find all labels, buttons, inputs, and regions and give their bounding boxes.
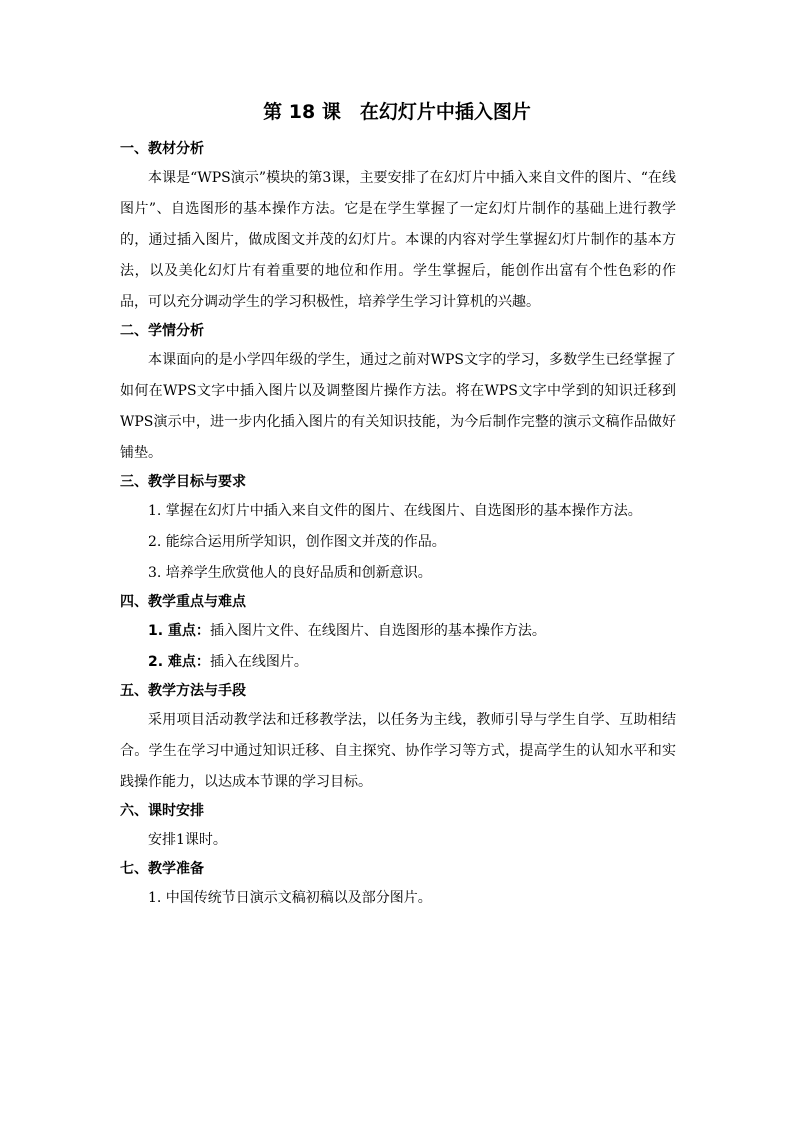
section-heading: 一、教材分析: [120, 141, 204, 157]
section-student-analysis: [120, 320, 676, 469]
list-item: 1. 中国传统节日演示文稿初稿以及部分图片。: [148, 890, 432, 906]
page-title: 第 18 课 在幻灯片中插入图片: [263, 101, 531, 123]
paragraph: 本课是“WPS演示”模块的第3课，主要安排了在幻灯片中插入来自文件的图片、“在线图片”、自选图形的基本操作方法。它是在学生掌握了一定幻灯片制作的基础上进行教学的，通过插入图片，做成图文并茂的幻灯片。本课的内容对学生掌握幻灯片制作的基本方法，以及美化幻灯片有着重要的地位和作用。学生掌握后，能创作出富有个性色彩的作品，可以充分调动学生的学习积极性，培养学生学习计算机的兴趣。: [120, 170, 676, 310]
section-teaching-goals: [120, 471, 676, 589]
list-item: 1. 掌握在幻灯片中插入来自文件的图片、在线图片、自选图形的基本操作方法。: [148, 503, 642, 519]
item-lead: 1. 重点：: [148, 623, 210, 639]
item-text: 插入在线图片。: [209, 654, 308, 670]
paragraph: 采用项目活动教学法和迁移教学法，以任务为主线，教师引导与学生自学、互助相结合。学生在学习中通过知识迁移、自主探究、协作学习等方式，提高学生的认知水平和实践操作能力，以达成本节课的学习目标。: [120, 712, 676, 790]
section-key-points: [120, 591, 676, 678]
paragraph: 安排1课时。: [148, 832, 227, 848]
list-item: [120, 616, 676, 647]
section-heading: 五、教学方法与手段: [120, 683, 246, 699]
section-heading: 三、教学目标与要求: [120, 474, 246, 490]
document-body: [120, 138, 676, 914]
list-item: [120, 647, 676, 678]
section-textbook-analysis: [120, 138, 676, 318]
section-heading: 七、教学准备: [120, 861, 204, 877]
item-text: 插入图片文件、在线图片、自选图形的基本操作方法。: [209, 623, 546, 639]
section-teaching-methods: [120, 680, 676, 798]
list-item: 2. 能综合运用所学知识，创作图文并茂的作品。: [148, 534, 446, 550]
item-lead: 2. 难点：: [148, 654, 210, 670]
list-item: 3. 培养学生欣赏他人的良好品质和创新意识。: [148, 565, 432, 581]
section-class-hours: [120, 800, 676, 856]
paragraph: 本课面向的是小学四年级的学生，通过之前对WPS文字的学习，多数学生已经掌握了如何在WPS文字中插入图片以及调整图片操作方法。将在WPS文字中学到的知识迁移到WPS演示中，进一步内化插入图片的有关知识技能，为今后制作完整的演示文稿作品做好铺垫。: [120, 352, 676, 461]
section-heading: 六、课时安排: [120, 803, 204, 819]
section-heading: 二、学情分析: [120, 323, 204, 339]
section-heading: 四、教学重点与难点: [120, 594, 246, 610]
section-preparation: [120, 858, 676, 914]
